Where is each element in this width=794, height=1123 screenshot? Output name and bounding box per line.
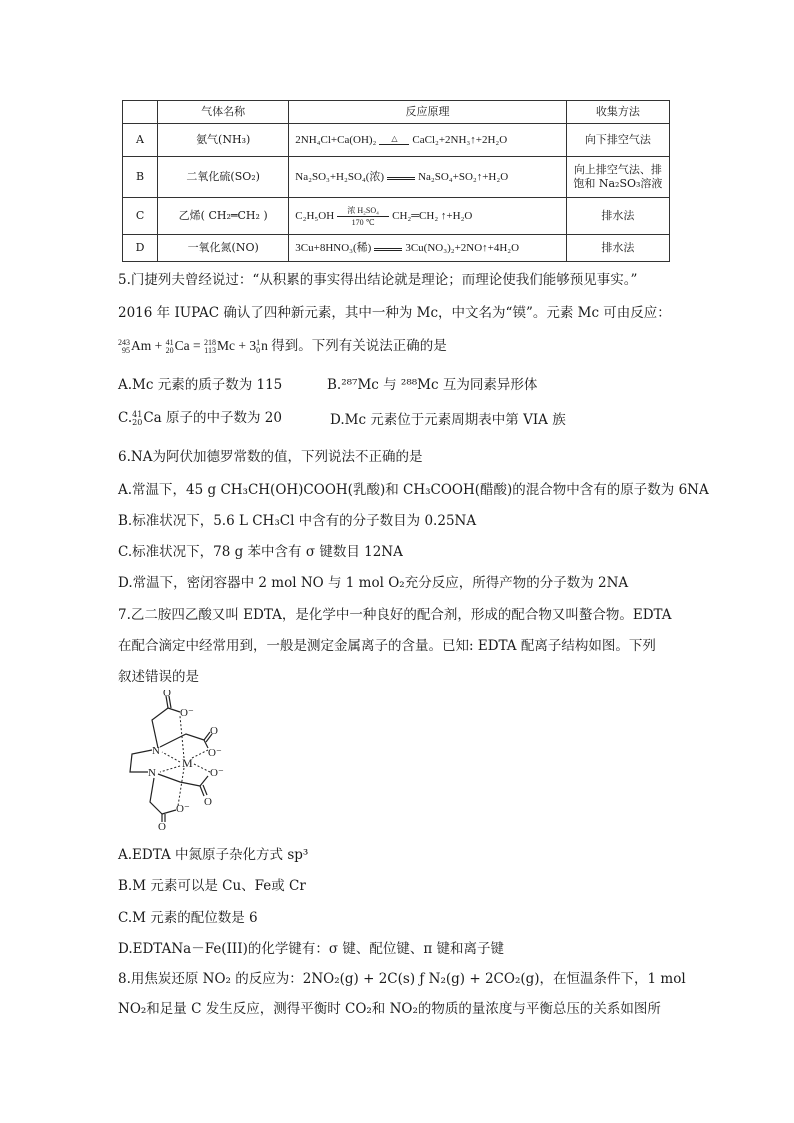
table-header-cell	[123, 101, 158, 124]
q6-stem: 6.NA为阿伏加德罗常数的值，下列说法不正确的是	[118, 449, 423, 465]
q7-line-2: 在配合滴定中经常用到，一般是测定金属离子的含量。已知: EDTA 配离子结构如图。下列	[118, 638, 656, 654]
table-row	[123, 124, 670, 157]
cond-top: 浓 H₂SO₄	[347, 205, 379, 215]
equals-sign	[374, 245, 402, 252]
reaction-condition	[337, 206, 389, 227]
oxygen-label: O	[210, 725, 218, 737]
bond	[150, 778, 162, 814]
bond	[152, 708, 168, 748]
q7-option-b: B.M 元素可以是 Cu、Fe或 Cr	[118, 878, 306, 894]
q5-line-2: 2016 年 IUPAC 确认了四种新元素，其中一种为 Mc，中文名为“镆”。元素 Mc 可由反应：	[118, 305, 671, 321]
eq-left: Na₂SO₃+H₂SO₄(浓)	[295, 170, 385, 183]
table-header-cell: 收集方法	[566, 101, 669, 124]
oxygen-label: O	[158, 821, 166, 830]
coordination-bond	[160, 766, 180, 772]
table-header-cell: 反应原理	[289, 101, 567, 124]
q8-line-1: 8.用焦炭还原 NO₂ 的反应为：2NO₂(g) + 2C(s) ƒ N₂(g) + 2CO₂(g)，在恒温条件下，1 mol	[118, 971, 686, 987]
nitrogen-label: N	[152, 745, 160, 757]
oxygen-label: O	[163, 690, 171, 699]
q5-option-c-text: Ca 原子的中子数为 20	[143, 410, 282, 426]
eq-left: C₂H₅OH	[295, 209, 335, 222]
gas-preparation-table	[122, 100, 670, 262]
collect-method: 向上排空气法、排饱和 Na₂SO₃溶液	[566, 157, 669, 198]
eq-right: 3Cu(NO₃)₂+2NO↑+4H₂O	[405, 241, 520, 254]
gas-name: 二氧化硫(SO₂)	[158, 157, 289, 198]
oxygen-anion-label: O⁻	[210, 767, 224, 779]
coordination-bond	[194, 764, 210, 772]
q7-line-1: 7.乙二胺四乙酸又叫 EDTA，是化学中一种良好的配合剂，形成的配合物又叫螯合物。EDTA	[118, 607, 672, 623]
eq-right: CH₂═CH₂ ↑+H₂O	[392, 209, 473, 222]
eq-right: CaCl₂+2NH₃↑+2H₂O	[412, 133, 508, 146]
collect-method: 排水法	[566, 198, 669, 235]
q7-option-a: A.EDTA 中氮原子杂化方式 sp³	[118, 847, 309, 863]
reaction-equation	[289, 124, 567, 157]
table-row	[123, 157, 670, 198]
eq-left: 2NH₄Cl+Ca(OH)₂	[295, 133, 377, 146]
row-label: A	[123, 124, 158, 157]
coordination-bond	[178, 768, 184, 806]
q5-option-b: B.²⁸⁷Mc 与 ²⁸⁸Mc 互为同素异形体	[327, 377, 538, 393]
q5-option-c: C. 41 20 Ca 原子的中子数为 20	[118, 409, 282, 427]
q5-line-1: 5.门捷列夫曾经说过：“从积累的事实得出结论就是理论；而理论使我们能够预见事实。”	[118, 272, 638, 288]
collect-method: 向下排空气法	[566, 124, 669, 157]
q8-line-2: NO₂和足量 C 发生反应，测得平衡时 CO₂和 NO₂的物质的量浓度与平衡总压的关系如图所	[118, 1001, 661, 1017]
coordination-bond	[162, 752, 180, 762]
edta-complex-structure	[118, 690, 258, 830]
table-row	[123, 235, 670, 262]
gas-name: 一氧化氮(NO)	[158, 235, 289, 262]
q5-nuclear-equation: 243 95 Am + 41 20 Ca = 218 113 Mc + 3 1 0 n 得到。下列有关说法正确的是	[118, 337, 447, 355]
q6-option-b: B.标准状况下，5.6 L CH₃Cl 中含有的分子数目为 0.25NA	[118, 513, 477, 529]
bond	[200, 776, 208, 786]
eq-right: Na₂SO₄+SO₂↑+H₂O	[418, 170, 509, 183]
bond	[168, 708, 180, 712]
q6-option-c: C.标准状况下，78 g 苯中含有 σ 键数目 12NA	[118, 544, 403, 560]
coordination-bond	[192, 750, 208, 758]
reaction-equation	[289, 198, 567, 235]
cond-top: △	[391, 134, 398, 144]
cond-bottom: 170 ℃	[351, 217, 375, 227]
row-label: C	[123, 198, 158, 235]
gas-name: 氨气(NH₃)	[158, 124, 289, 157]
q5-equation-suffix: 得到。下列有关说法正确的是	[271, 338, 447, 354]
reaction-equation	[289, 157, 567, 198]
equals-sign	[387, 174, 415, 181]
eq-left: 3Cu+8HNO₃(稀)	[295, 241, 372, 254]
collect-method: 排水法	[566, 235, 669, 262]
bond	[162, 810, 176, 814]
oxygen-anion-label: O⁻	[176, 803, 190, 815]
oxygen-label: O	[204, 796, 212, 808]
q7-line-3: 叙述错误的是	[118, 669, 199, 685]
q5-option-a: A.Mc 元素的质子数为 115	[118, 377, 283, 393]
q6-option-a: A.常温下，45 g CH₃CH(OH)COOH(乳酸)和 CH₃COOH(醋酸)的混合物中含有的原子数为 6NA	[118, 482, 709, 498]
reaction-condition	[379, 134, 409, 146]
table-row	[123, 198, 670, 235]
q6-option-d: D.常温下，密闭容器中 2 mol NO 与 1 mol O₂充分反应，所得产物的分子数为 2NA	[118, 575, 629, 591]
q7-option-c: C.M 元素的配位数是 6	[118, 910, 258, 926]
oxygen-anion-label: O⁻	[208, 747, 222, 759]
row-label: D	[123, 235, 158, 262]
q5-option-d: D.Mc 元素位于元素周期表中第 VIA 族	[330, 412, 566, 428]
oxygen-anion-label: O⁻	[180, 707, 194, 719]
reaction-equation	[289, 235, 567, 262]
q7-option-d: D.EDTANa－Fe(III)的化学键有：σ 键、配位键、π 键和离子键	[118, 941, 505, 957]
row-label: B	[123, 157, 158, 198]
gas-name: 乙烯( CH₂═CH₂ )	[158, 198, 289, 235]
table-header-cell: 气体名称	[158, 101, 289, 124]
table-header-row	[123, 101, 670, 124]
nitrogen-label: N	[148, 767, 156, 779]
metal-label: M	[182, 756, 193, 770]
bond	[158, 774, 200, 786]
